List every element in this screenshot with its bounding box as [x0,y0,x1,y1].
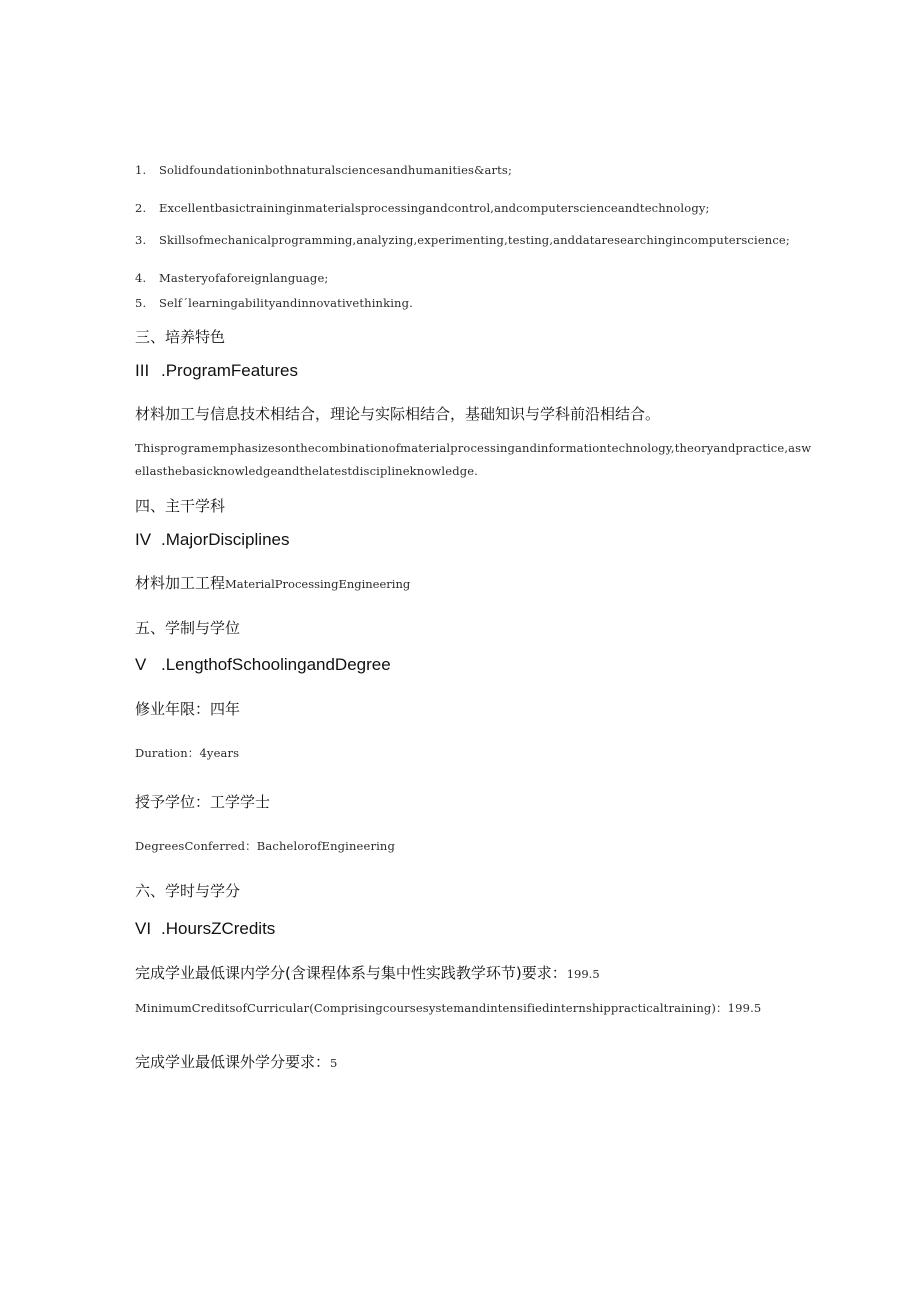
objective-item-2 [135,201,710,215]
degree-cn: 授予学位：工学学士 [135,793,271,811]
section5-en-heading [135,655,391,675]
objective-item-3 [135,233,790,247]
section4-en-heading [135,530,289,550]
section3-cn-heading: 三、培养特色 [135,328,226,346]
discipline-en: MaterialProcessingEngineering [225,577,411,591]
objective-text: Masteryofaforeignlanguage; [159,271,329,285]
section4-discipline [135,572,410,593]
section3-en-text: Thisprogramemphasizesonthecombinationofmaterialprocessingandinformationtechnology,theoryandpractice,aswellasthebasicknowledgeandthelatestdisciplineknowledge. [135,441,812,478]
extra-credits-cn [135,1051,337,1072]
section-title: .ProgramFeatures [161,361,298,380]
section3-en-heading [135,361,298,381]
objective-item-4 [135,271,328,285]
min-credits-en: MinimumCreditsofCurricular(Comprisingcoursesystemandintensifiedinternshippracticaltraining)：199.5 [135,1001,762,1015]
discipline-cn: 材料加工工程 [135,574,226,592]
objective-text: Solidfoundationinbothnaturalsciencesandhumanities&arts; [159,163,512,177]
min-credits-cn-label: 完成学业最低课内学分(含课程体系与集中性实践教学环节)要求： [135,964,567,982]
duration-cn: 修业年限：四年 [135,700,241,718]
roman-numeral: V [135,655,147,674]
objective-number: 1. [135,163,147,177]
duration-en: Duration：4years [135,746,240,760]
section6-en-heading [135,919,275,939]
objective-number: 3. [135,233,147,247]
objective-number: 5. [135,296,147,310]
extra-credits-cn-value: 5 [330,1056,338,1070]
objective-text: Excellentbasictraininginmaterialsprocessingandcontrol,andcomputerscienceandtechnology; [159,201,710,215]
objective-text: Self´learningabilityandinnovativethinking. [159,296,413,310]
section4-cn-heading: 四、主干学科 [135,497,226,515]
section-title: .HoursZCredits [161,919,276,938]
min-credits-cn [135,962,600,983]
section6-cn-heading: 六、学时与学分 [135,882,241,900]
objective-text: Skillsofmechanicalprogramming,analyzing,experimenting,testing,anddataresearchingincomputerscience; [159,233,790,247]
roman-numeral: VI [135,919,152,938]
section-title: .LengthofSchoolingandDegree [161,655,391,674]
objective-number: 4. [135,271,147,285]
min-credits-cn-value: 199.5 [566,967,600,981]
section5-cn-heading: 五、学制与学位 [135,619,241,637]
objective-item-1 [135,163,512,177]
roman-numeral: IV [135,530,152,549]
extra-credits-cn-label: 完成学业最低课外学分要求： [135,1053,331,1071]
objective-number: 2. [135,201,147,215]
section-title: .MajorDisciplines [161,530,290,549]
objective-item-5 [135,296,413,310]
degree-en: DegreesConferred：BachelorofEngineering [135,839,395,853]
roman-numeral: III [135,361,150,380]
section3-cn-text: 材料加工与信息技术相结合，理论与实际相结合，基础知识与学科前沿相结合。 [135,405,661,423]
